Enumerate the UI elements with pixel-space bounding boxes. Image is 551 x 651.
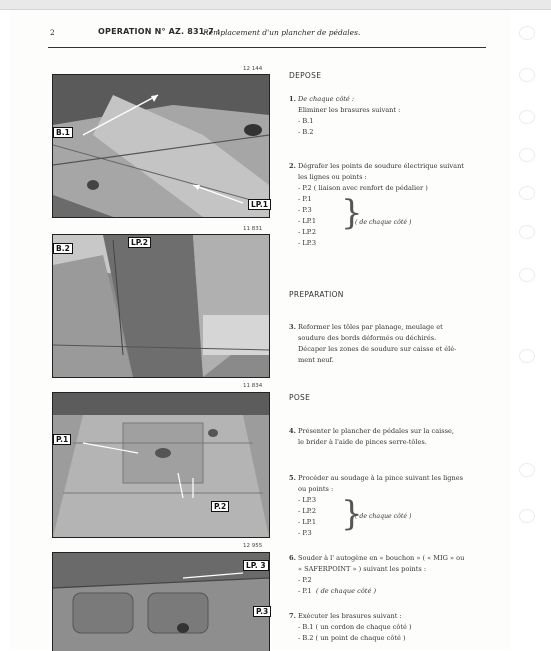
brace-glyph: }: [341, 494, 363, 534]
binder-hole: [519, 268, 535, 282]
step-line: le brider à l'aide de pinces serre-tôles.: [298, 438, 427, 446]
binder-hole: [519, 148, 535, 162]
callout-p2: P.2: [211, 501, 229, 512]
figure-photo-1: [52, 74, 270, 218]
section-preparation: PREPARATION: [289, 290, 344, 299]
list-item: - LP.1: [298, 518, 317, 526]
step-line: Eliminer les brasures suivant :: [298, 106, 401, 114]
binder-hole: [519, 26, 535, 40]
binder-hole: [519, 110, 535, 124]
step-1: [289, 94, 494, 138]
step-number: 2.: [289, 162, 296, 170]
page-title: Remplacement d'un plancher de pédales.: [203, 28, 361, 37]
binder-hole: [519, 349, 535, 363]
list-item: - LP.2: [298, 507, 317, 515]
figure-number: 11 831: [243, 226, 263, 232]
list-item: - P.1: [298, 195, 312, 203]
list-item: - B.1 ( un cordon de chaque côté ): [298, 623, 412, 631]
page-margin-strip: [510, 10, 551, 650]
step-lead: De chaque côté :: [298, 95, 355, 103]
side-note: ( de chaque côté ): [315, 587, 377, 595]
list-item: - LP.3: [298, 496, 317, 504]
callout-b1: B.1: [53, 127, 73, 138]
step-5: [289, 473, 494, 539]
callout-p3: P.3: [253, 606, 271, 617]
callout-p1: P.1: [53, 434, 71, 445]
step-line: Présenter le plancher de pédales sur la caisse,: [298, 427, 455, 435]
callout-lp3: LP. 3: [243, 560, 269, 571]
binder-hole: [519, 225, 535, 239]
list-item: - B.2 ( un point de chaque côté ): [298, 634, 406, 642]
step-line: ou points :: [298, 485, 334, 493]
list-item: - B.1: [298, 117, 314, 125]
header-rule: [48, 47, 486, 48]
step-line: Exécuter les brasures suivant :: [298, 612, 402, 620]
step-number: 4.: [289, 427, 296, 435]
step-number: 7.: [289, 612, 296, 620]
callout-lp2: LP.2: [128, 237, 151, 248]
figure-number: 12 955: [243, 543, 263, 549]
list-item: - LP.2: [298, 228, 317, 236]
photo-pedal-floor: [53, 393, 269, 537]
figure-photo-3: [52, 392, 270, 538]
list-item: - P.3: [298, 529, 312, 537]
step-3: [289, 322, 494, 366]
operation-code: OPERATION N° AZ. 831-7 :: [98, 27, 221, 36]
binder-hole: [519, 463, 535, 477]
photo-floor-rear: [53, 75, 269, 217]
side-note: ( de chaque côté ): [355, 219, 412, 226]
step-line: les lignes ou points :: [298, 173, 367, 181]
figure-number: 11 834: [243, 383, 263, 389]
binder-hole: [519, 186, 535, 200]
step-line: soudure des bords déformés ou déchirés.: [298, 334, 437, 342]
step-7: [289, 611, 494, 644]
figure-number: 12 144: [243, 66, 263, 72]
photo-floor-ribs: [53, 553, 269, 651]
viewer-top-bar: [0, 0, 551, 10]
section-depose: DEPOSE: [289, 71, 322, 80]
step-number: 1.: [289, 95, 296, 103]
list-item: - P.2 ( liaison avec renfort de pédalier ): [298, 184, 428, 192]
step-line: Procéder au soudage à la pince suivant les lignes: [298, 474, 464, 482]
step-line: Reformer les tôles par planage, meulage et: [298, 323, 443, 331]
binder-hole: [519, 68, 535, 82]
list-item: - P.1: [298, 587, 312, 595]
list-item: - LP.1: [298, 217, 317, 225]
step-number: 3.: [289, 323, 296, 331]
callout-b2: B.2: [53, 243, 73, 254]
side-note: ( de chaque côté ): [355, 513, 412, 520]
list-item: - P.2: [298, 576, 312, 584]
step-2: [289, 161, 494, 249]
page-number: 2: [50, 28, 55, 37]
binder-hole: [519, 509, 535, 523]
list-item: - LP.3: [298, 239, 317, 247]
step-line: Décaper les zones de soudure sur caisse et élé-: [298, 345, 457, 353]
photo-pillar: [53, 235, 269, 377]
step-line: Souder à l' autogène en « bouchon » ( « MIG » ou: [298, 554, 465, 562]
list-item: - P.3: [298, 206, 312, 214]
step-4: [289, 426, 494, 448]
list-item: - B.2: [298, 128, 314, 136]
section-pose: POSE: [289, 393, 311, 402]
figure-photo-4: [52, 552, 270, 651]
step-6: [289, 553, 494, 597]
step-line: ment neuf.: [298, 356, 334, 364]
figure-photo-2: [52, 234, 270, 378]
step-number: 5.: [289, 474, 296, 482]
step-number: 6.: [289, 554, 296, 562]
callout-lp1: LP.1: [248, 199, 271, 210]
brace-glyph: }: [341, 193, 363, 233]
step-line: Dégrafer les points de soudure électrique suivant: [298, 162, 464, 170]
step-line: « SAFERPOINT » ) suivant les points :: [298, 565, 427, 573]
